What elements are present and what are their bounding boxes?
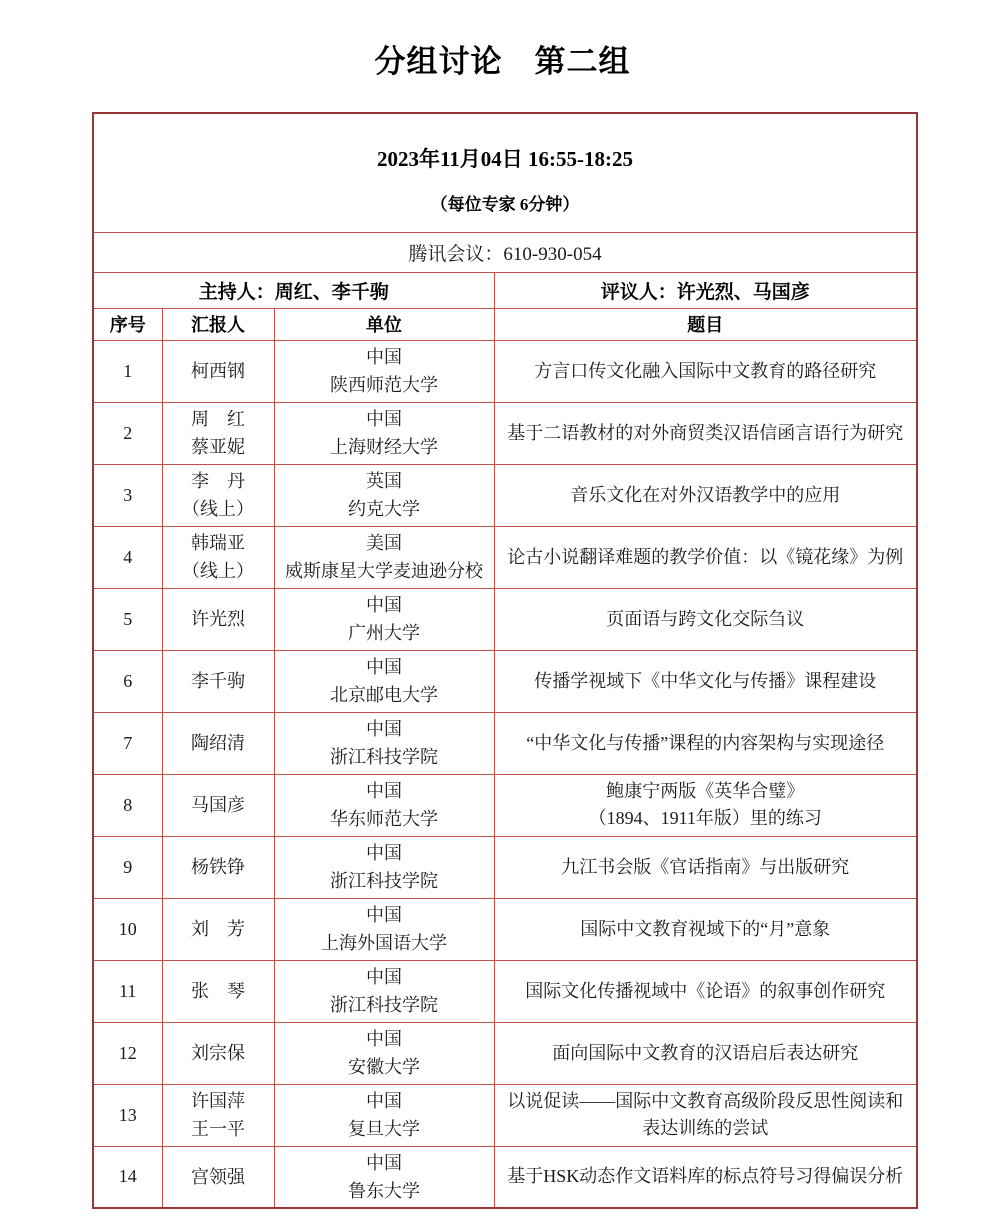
cell-line: 马国彦	[191, 795, 245, 815]
cell-line: 浙江科技学院	[330, 995, 438, 1015]
presenter-cell	[162, 960, 274, 1022]
cell-line: 中国	[366, 967, 402, 987]
report-rows	[93, 340, 917, 1208]
cell-line: 论古小说翻译难题的教学价值：以《镜花缘》为例	[507, 546, 904, 567]
paper-title-cell	[494, 464, 917, 526]
cell-line: 复旦大学	[348, 1119, 420, 1139]
cell-line: 威斯康星大学麦迪逊分校	[285, 561, 483, 581]
presenter-cell	[162, 898, 274, 960]
presenter-cell	[162, 836, 274, 898]
cell-line: 李千驹	[191, 671, 245, 691]
table-row	[93, 650, 917, 712]
cell-line: 杨铁铮	[191, 857, 245, 877]
affiliation-cell	[274, 1084, 494, 1146]
paper-title-cell	[494, 588, 917, 650]
row-number-cell: 9	[93, 836, 162, 898]
cell-line: 华东师范大学	[330, 809, 438, 829]
cell-line: 国际中文教育视域下的“月”意象	[580, 918, 831, 939]
affiliation-cell	[274, 836, 494, 898]
header-no: 序号	[93, 308, 162, 340]
row-number-cell: 6	[93, 650, 162, 712]
row-number-cell: 4	[93, 526, 162, 588]
cell-line: 中国	[366, 347, 402, 367]
cell-line: 浙江科技学院	[330, 747, 438, 767]
table-row	[93, 402, 917, 464]
cell-line: 中国	[366, 409, 402, 429]
cell-line: 许国萍	[191, 1091, 245, 1111]
presenter-cell	[162, 1084, 274, 1146]
paper-title-cell	[494, 402, 917, 464]
presenter-cell	[162, 1146, 274, 1208]
cell-line: 鲍康宁两版《英华合璧》	[606, 781, 805, 801]
cell-line: 广州大学	[348, 623, 420, 643]
cell-line: 美国	[366, 533, 402, 553]
affiliation-cell	[274, 340, 494, 402]
paper-title-cell	[494, 1146, 917, 1208]
affiliation-cell	[274, 526, 494, 588]
cell-line: 上海财经大学	[330, 437, 438, 457]
cell-line: 上海外国语大学	[321, 933, 447, 953]
cell-line: 方言口传文化融入国际中文教育的路径研究	[534, 360, 877, 381]
table-row	[93, 774, 917, 836]
cell-line: 刘宗保	[191, 1043, 245, 1063]
page-title: 分组讨论 第二组	[374, 44, 631, 80]
affiliation-cell	[274, 712, 494, 774]
paper-title-cell	[494, 836, 917, 898]
affiliation-cell	[274, 402, 494, 464]
table-row	[93, 960, 917, 1022]
table-row	[93, 526, 917, 588]
affiliation-cell	[274, 898, 494, 960]
paper-title-cell	[494, 898, 917, 960]
table-row	[93, 898, 917, 960]
cell-line: 以说促读——国际中文教育高级阶段反思性阅读和	[507, 1091, 904, 1111]
host-row	[93, 272, 917, 308]
cell-line: 中国	[366, 1152, 402, 1173]
header-affiliation: 单位	[274, 308, 494, 340]
affiliation-cell	[274, 1022, 494, 1084]
paper-title-cell	[494, 340, 917, 402]
session-date-row	[93, 113, 917, 232]
cell-line: 蔡亚妮	[191, 437, 245, 457]
paper-title-cell	[494, 1022, 917, 1084]
presenter-cell	[162, 402, 274, 464]
presenter-cell	[162, 774, 274, 836]
meeting-info: 腾讯会议：610-930-054	[93, 232, 917, 272]
cell-line: （线上）	[182, 499, 254, 519]
cell-line: 中国	[366, 719, 402, 739]
paper-title-cell	[494, 960, 917, 1022]
meeting-row	[93, 232, 917, 272]
program-table	[92, 112, 918, 1209]
presenter-cell	[162, 340, 274, 402]
presenter-cell	[162, 1022, 274, 1084]
row-number-cell: 7	[93, 712, 162, 774]
row-number-cell: 1	[93, 340, 162, 402]
table-header-row	[93, 308, 917, 340]
cell-line: （1894、1911年版）里的练习	[588, 808, 822, 828]
table-row	[93, 836, 917, 898]
table-row	[93, 712, 917, 774]
presenter-cell	[162, 526, 274, 588]
cell-line: 刘 芳	[191, 919, 245, 939]
cell-line: 陕西师范大学	[330, 375, 438, 395]
row-number-cell: 12	[93, 1022, 162, 1084]
host-label: 主持人：周红、李千驹	[93, 272, 494, 308]
cell-line: 陶绍清	[191, 733, 245, 753]
table-row	[93, 340, 917, 402]
row-number-cell: 5	[93, 588, 162, 650]
affiliation-cell	[274, 774, 494, 836]
cell-line: 页面语与跨文化交际刍议	[606, 608, 805, 629]
row-number-cell: 3	[93, 464, 162, 526]
cell-line: 中国	[366, 1029, 402, 1049]
cell-line: 中国	[366, 781, 402, 801]
table-row	[93, 1084, 917, 1146]
table-row	[93, 464, 917, 526]
row-number-cell: 10	[93, 898, 162, 960]
affiliation-cell	[274, 960, 494, 1022]
reviewer-label: 评议人：许光烈、马国彦	[494, 272, 917, 308]
table-row	[93, 1022, 917, 1084]
cell-line: 王一平	[191, 1119, 245, 1139]
cell-line: 宫领强	[191, 1166, 245, 1187]
cell-line: 许光烈	[191, 609, 245, 629]
paper-title-cell	[494, 774, 917, 836]
cell-line: （线上）	[182, 561, 254, 581]
affiliation-cell	[274, 650, 494, 712]
cell-line: 九江书会版《官话指南》与出版研究	[561, 856, 850, 877]
cell-line: 英国	[366, 471, 402, 491]
cell-line: 中国	[366, 595, 402, 615]
table-row	[93, 588, 917, 650]
presenter-cell	[162, 650, 274, 712]
cell-line: 音乐文化在对外汉语教学中的应用	[570, 484, 841, 505]
cell-line: 周 红	[191, 409, 245, 429]
presenter-cell	[162, 712, 274, 774]
presenter-cell	[162, 464, 274, 526]
presenter-cell	[162, 588, 274, 650]
paper-title-cell	[494, 650, 917, 712]
cell-line: 张 琴	[191, 981, 245, 1001]
cell-line: 中国	[366, 843, 402, 863]
row-number-cell: 13	[93, 1084, 162, 1146]
cell-line: 鲁东大学	[348, 1180, 420, 1201]
cell-line: 浙江科技学院	[330, 871, 438, 891]
cell-line: “中华文化与传播”课程的内容架构与实现途径	[526, 732, 885, 753]
cell-line: 面向国际中文教育的汉语启后表达研究	[552, 1042, 859, 1063]
row-number-cell: 14	[93, 1146, 162, 1208]
row-number-cell: 2	[93, 402, 162, 464]
paper-title-cell	[494, 1084, 917, 1146]
affiliation-cell	[274, 588, 494, 650]
cell-line: 中国	[366, 1091, 402, 1111]
cell-line: 国际文化传播视域中《论语》的叙事创作研究	[525, 980, 886, 1001]
cell-line: 基于二语教材的对外商贸类汉语信函言语行为研究	[507, 422, 904, 443]
affiliation-cell	[274, 1146, 494, 1208]
table-row	[93, 1146, 917, 1208]
header-presenter: 汇报人	[162, 308, 274, 340]
paper-title-cell	[494, 712, 917, 774]
cell-line: 约克大学	[348, 499, 420, 519]
session-datetime: 2023年11月04日 16:55-18:25	[376, 147, 634, 172]
cell-line: 北京邮电大学	[330, 685, 438, 705]
cell-line: 中国	[366, 905, 402, 925]
cell-line: 表达训练的尝试	[642, 1118, 769, 1138]
session-note: （每位专家 6分钟）	[430, 195, 580, 215]
cell-line: 传播学视域下《中华文化与传播》课程建设	[534, 670, 877, 691]
cell-line: 柯西钢	[191, 361, 245, 381]
cell-line: 中国	[366, 657, 402, 677]
cell-line: 韩瑞亚	[191, 533, 245, 553]
paper-title-cell	[494, 526, 917, 588]
header-title: 题目	[494, 308, 917, 340]
affiliation-cell	[274, 464, 494, 526]
row-number-cell: 11	[93, 960, 162, 1022]
cell-line: 安徽大学	[348, 1057, 420, 1077]
row-number-cell: 8	[93, 774, 162, 836]
cell-line: 李 丹	[191, 471, 245, 491]
session-date-cell	[93, 113, 917, 232]
cell-line: 基于HSK动态作文语料库的标点符号习得偏误分析	[507, 1166, 904, 1187]
